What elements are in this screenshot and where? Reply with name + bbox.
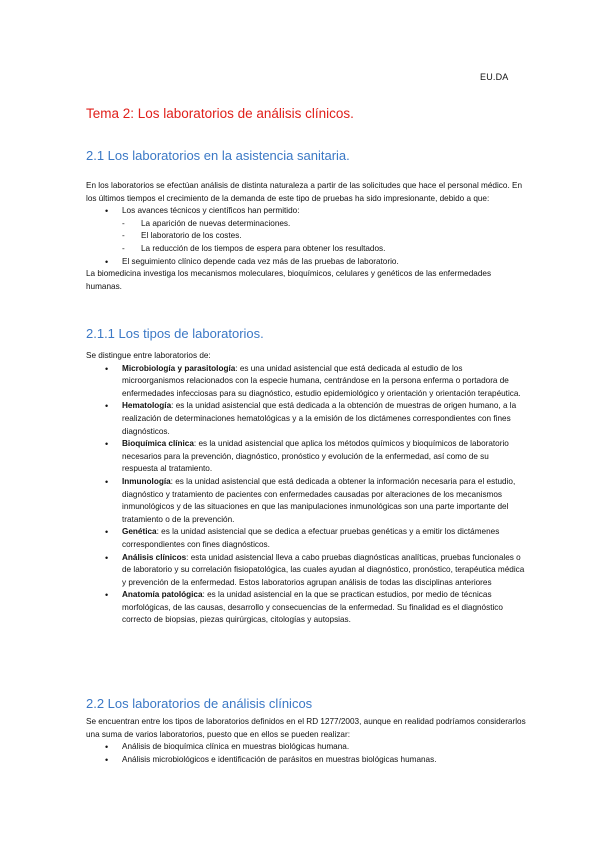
list-item: • Análisis de bioquímica clínica en muestras biológicas humana. (86, 741, 526, 754)
term: Anatomía patológica (122, 590, 203, 600)
header-org: EU.DA (480, 72, 509, 82)
list-item (86, 476, 526, 526)
paragraph: Se distingue entre laboratorios de: (86, 351, 211, 360)
paragraph: La biomedicina investiga los mecanismos moleculares, bioquímicos, celulares y genéticos de las enfermedades humanas. (86, 269, 492, 291)
bullet-list (86, 256, 526, 269)
description: : es una unidad asistencial que está dedicada al estudio de los microorganismos relacionados con la especie humana, centrándose en la persona enferma o portadora de enfermedades infecciosas para su diagnóstico, estudio epidemiológico y orientación y orientación terapéutica. (122, 363, 521, 398)
term: Hematología (122, 401, 172, 411)
lab-types-list (86, 363, 526, 627)
term: Bioquímica clínica (122, 439, 194, 449)
list-item: - La reducción de los tiempos de espera para obtener los resultados. (86, 243, 526, 256)
list-item (86, 589, 526, 627)
list-item: • El seguimiento clínico depende cada vez más de las pruebas de laboratorio. (86, 256, 526, 269)
list-item (86, 363, 526, 401)
page-title: Tema 2: Los laboratorios de análisis clínicos. (86, 106, 354, 121)
section-heading-2-2: 2.2 Los laboratorios de análisis clínicos (86, 696, 313, 711)
description: : es la unidad asistencial en la que se practican estudios, por medio de técnicas morfológicas, de las causas, desarrollo y consecuencias de la enfermedad. Su finalidad es el diagnóstico correcto de biopsias, piezas quirúrgicas, citologías y autopsias. (122, 590, 503, 625)
bullet-list (86, 741, 526, 766)
description: : es la unidad asistencial que está dedicada a obtener la información necesaria para el estudio, diagnóstico y tratamiento de pacientes con enfermedades causadas por alteraciones de los mecanismos inmunológicos y de las situaciones en que las manipulaciones inmunológicas son una parte importante del tratamiento o de la prevención. (122, 476, 516, 524)
dash-list (86, 218, 526, 256)
list-item (86, 400, 526, 438)
description: : es la unidad asistencial que está dedicada a la obtención de muestras de origen humano, a la realización de determinaciones hematológicas y a la emisión de los dictámenes correspondientes con fines diagnósticos. (122, 401, 517, 436)
bullet-list (86, 205, 526, 218)
description: : esta unidad asistencial lleva a cabo pruebas diagnósticas analíticas, pruebas funcionales o de laboratorio y su correlación fisiopatológica, las cuales ayudan al diagnóstico, pronóstico, terapéutica médica y prevención de la enfermedad. Estos laboratorios agrupan análisis de todas las disciplinas anteriores (122, 552, 525, 587)
description: : es la unidad asistencial que se dedica a efectuar pruebas genéticas y a emitir los dictámenes correspondientes con fines diagnósticos. (122, 527, 500, 549)
term: Genética (122, 527, 157, 537)
description: : es la unidad asistencial que aplica los métodos químicos y bioquímicos de laboratorio necesarios para la prevención, diagnóstico, pronóstico y evolución de la enfermedad, así como de su respuesta al tratamiento. (122, 439, 509, 474)
list-item: - La aparición de nuevas determinaciones. (86, 218, 526, 231)
paragraph: En los laboratorios se efectúan análisis de distinta naturaleza a partir de las solicitudes que hace el personal médico. En los últimos tiempos el crecimiento de la demanda de este tipo de pruebas ha sido impresionante, debido a que: (86, 181, 523, 203)
list-item (86, 526, 526, 551)
term: Análisis clínicos (122, 552, 187, 562)
list-item: • Los avances técnicos y científicos han permitido: (86, 205, 526, 218)
list-item: • Análisis microbiológicos e identificación de parásitos en muestras biológicas humanas. (86, 754, 526, 767)
list-item: - El laboratorio de los costes. (86, 230, 526, 243)
list-item (86, 552, 526, 590)
section-body-2-2 (86, 716, 526, 766)
section-body-2-1-1 (86, 350, 526, 627)
term: Inmunología (122, 476, 171, 486)
section-heading-2-1: 2.1 Los laboratorios en la asistencia sanitaria. (86, 148, 350, 163)
term: Microbiología y parasitología (122, 363, 236, 373)
paragraph: Se encuentran entre los tipos de laboratorios definidos en el RD 1277/2003, aunque en realidad podríamos considerarlos una suma de varios laboratorios, puesto que en ellos se pueden realizar: (86, 717, 526, 739)
list-item (86, 438, 526, 476)
section-heading-2-1-1: 2.1.1 Los tipos de laboratorios. (86, 326, 264, 341)
section-body-2-1 (86, 180, 526, 293)
